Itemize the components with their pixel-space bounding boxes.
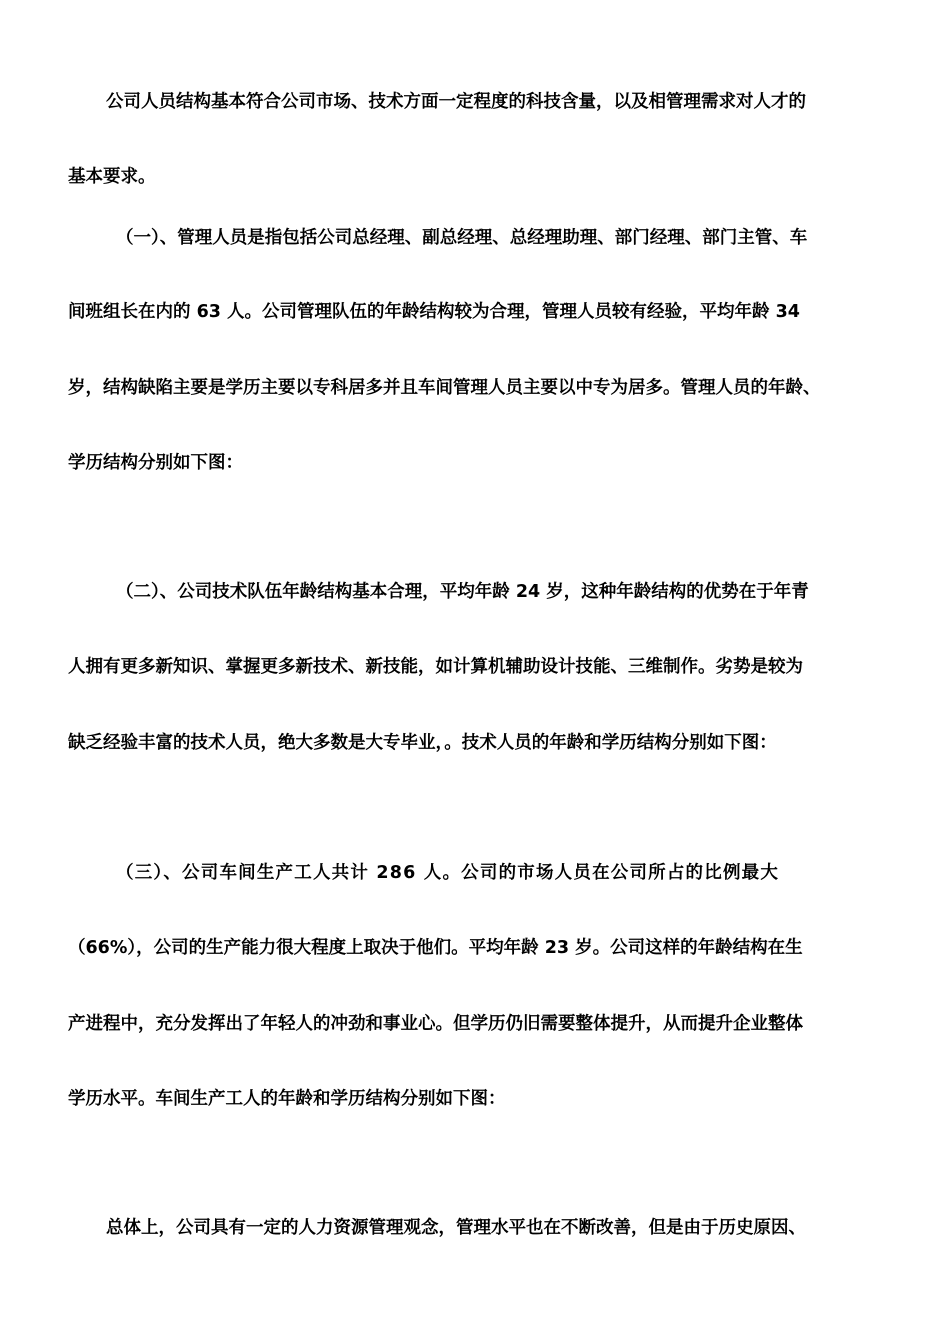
paragraph-line: 岁，结构缺陷主要是学历主要以专科居多并且车间管理人员主要以中专为居多。管理人员的年龄、 [68, 378, 821, 398]
paragraph-line: 产进程中，充分发挥出了年轻人的冲劲和事业心。但学历仍旧需要整体提升，从而提升企业整体 [68, 1014, 803, 1034]
paragraph-line: 间班组长在内的 63 人。公司管理队伍的年龄结构较为合理，管理人员较有经验，平均年龄 34 [68, 302, 800, 322]
paragraph-line: 基本要求。 [68, 167, 156, 187]
paragraph-line: 人拥有更多新知识、掌握更多新技术、新技能，如计算机辅助设计技能、三维制作。劣势是较为 [68, 657, 803, 677]
paragraph-line: 缺乏经验丰富的技术人员，绝大多数是大专毕业，。技术人员的年龄和学历结构分别如下图： [68, 733, 777, 753]
paragraph-line: （三）、公司车间生产工人共计 286 人。公司的市场人员在公司所占的比例最大 [116, 863, 780, 883]
paragraph-line: 学历结构分别如下图： [68, 453, 243, 473]
paragraph-line: 公司人员结构基本符合公司市场、技术方面一定程度的科技含量，以及相管理需求对人才的 [106, 92, 806, 112]
paragraph-line: （66%），公司的生产能力很大程度上取决于他们。平均年龄 23 岁。公司这样的年龄结构在生 [68, 938, 803, 958]
paragraph-line: （二）、公司技术队伍年龄结构基本合理，平均年龄 24 岁，这种年龄结构的优势在于年青 [116, 582, 809, 602]
paragraph-line: 总体上，公司具有一定的人力资源管理观念，管理水平也在不断改善，但是由于历史原因、 [106, 1218, 806, 1238]
paragraph-line: （一）、管理人员是指包括公司总经理、副总经理、总经理助理、部门经理、部门主管、车 [116, 228, 808, 248]
paragraph-line: 学历水平。车间生产工人的年龄和学历结构分别如下图： [68, 1089, 506, 1109]
